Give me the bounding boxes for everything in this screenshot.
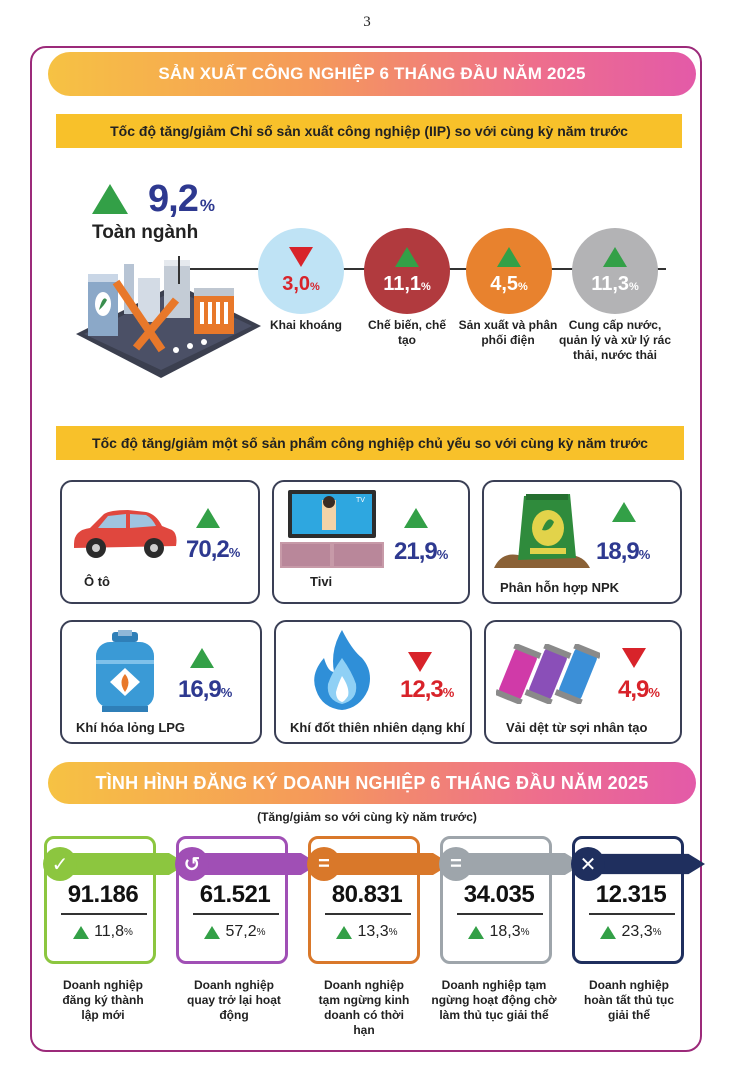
sector-label-mining: Khai khoáng (269, 318, 342, 332)
sector-label-manufacturing: Chế biến, chế tạo (367, 318, 447, 347)
close-icon: ✕ (571, 847, 605, 881)
sector-circle-mining: 3,0% (258, 228, 344, 314)
registration-change: 23,3 % (575, 923, 687, 941)
sector-circle-manufacturing: 11,1% (364, 228, 450, 314)
gas-cylinder-icon (92, 630, 158, 714)
product-name: Tivi (310, 574, 333, 589)
down-arrow-icon (622, 648, 646, 668)
registration-label-dissolved: Doanh nghiệp hoàn tất thủ tục giải thể (584, 978, 674, 1022)
up-arrow-icon (395, 247, 419, 267)
product-card-fabric (484, 620, 682, 744)
up-arrow-icon (600, 926, 616, 939)
iip-heading: Tốc độ tăng/giảm Chỉ số sản xuất công nghiệp (IIP) so với cùng kỳ năm trước (56, 114, 682, 148)
up-arrow-icon (196, 508, 220, 528)
product-name: Khí hóa lỏng LPG (76, 720, 186, 735)
check-icon: ✓ (43, 847, 77, 881)
arrow-banner-icon (465, 853, 583, 875)
product-card-npk (482, 480, 682, 604)
sector-circle-water: 11,3% (572, 228, 658, 314)
divider (61, 913, 147, 915)
down-arrow-icon (289, 247, 313, 267)
page-number: 3 (363, 14, 371, 30)
thread-spools-icon (496, 644, 600, 704)
product-value: 70,2% (186, 536, 240, 563)
registration-change: 13,3 % (311, 923, 423, 941)
registration-number: 91.186 (67, 881, 139, 908)
divider (325, 913, 411, 915)
divider (457, 913, 543, 915)
arrow-banner-icon (201, 853, 319, 875)
registration-change: 57,2 % (179, 923, 291, 941)
sector-label-electricity: Sản xuất và phân phối điện (458, 318, 558, 347)
registration-card-dissolved (572, 836, 684, 964)
product-card-tv (272, 480, 470, 604)
product-card-natural-gas (274, 620, 472, 744)
return-icon: ↺ (175, 847, 209, 881)
registration-card-new (44, 836, 156, 964)
product-value: 16,9% (178, 676, 232, 703)
up-arrow-icon (336, 926, 352, 939)
section2-title-banner (48, 762, 696, 804)
sector-label-water: Cung cấp nước, quản lý và xử lý rác thải, nước thải (558, 318, 672, 362)
iip-total-value: 9,2 % (148, 178, 214, 220)
up-arrow-icon (73, 926, 89, 939)
car-icon (68, 504, 180, 564)
product-value: 21,9% (394, 538, 448, 565)
up-arrow-icon (92, 184, 128, 214)
arrow-banner-icon (69, 853, 187, 875)
up-arrow-icon (404, 508, 428, 528)
product-name: Vải dệt từ sợi nhân tạo (506, 720, 648, 735)
registration-label-awaiting-dissolution: Doanh nghiệp tạm ngừng hoạt động chờ làm thủ tục giải thể (431, 978, 557, 1022)
registration-change: 18,3 % (443, 923, 555, 941)
registration-card-suspended (308, 836, 420, 964)
down-arrow-icon (408, 652, 432, 672)
product-value: 18,9% (596, 538, 650, 565)
arrow-banner-icon (333, 853, 451, 875)
product-name: Khí đốt thiên nhiên dạng khí (290, 720, 465, 735)
up-arrow-icon (468, 926, 484, 939)
tv-icon (278, 488, 386, 570)
registration-label-new: Doanh nghiệp đăng ký thành lập mới (62, 978, 144, 1022)
registration-change: 11,8 % (47, 923, 159, 941)
section1-title: SẢN XUẤT CÔNG NGHIỆP 6 THÁNG ĐẦU NĂM 2025 (158, 64, 586, 83)
divider (193, 913, 279, 915)
up-arrow-icon (190, 648, 214, 668)
pause-icon: = (307, 847, 341, 881)
product-name: Ô tô (84, 574, 110, 589)
up-arrow-icon (603, 247, 627, 267)
iip-total-label: Toàn ngành (92, 222, 199, 243)
registration-label-suspended: Doanh nghiệp tạm ngừng kinh doanh có thời hạn (318, 978, 410, 1037)
registration-card-returned (176, 836, 288, 964)
section1-title-banner (48, 52, 696, 96)
factory-icon (66, 254, 266, 384)
registration-number: 12.315 (595, 881, 667, 908)
up-arrow-icon (497, 247, 521, 267)
registration-label-returned: Doanh nghiệp quay trở lại hoạt động (187, 978, 281, 1022)
registration-number: 34.035 (463, 881, 535, 908)
product-value: 4,9% (618, 676, 659, 703)
sector-circle-electricity: 4,5% (466, 228, 552, 314)
pause-icon: = (439, 847, 473, 881)
product-card-lpg (60, 620, 262, 744)
registration-number: 80.831 (331, 881, 403, 908)
registration-card-awaiting-dissolution (440, 836, 552, 964)
product-card-car (60, 480, 260, 604)
svg-text:TV: TV (356, 497, 365, 504)
arrow-banner-icon (597, 853, 705, 875)
product-name: Phân hỗn hợp NPK (500, 580, 620, 595)
products-heading: Tốc độ tăng/giảm một số sản phẩm công nghiệp chủ yếu so với cùng kỳ năm trước (56, 426, 684, 460)
comparison-note: (Tăng/giảm so với cùng kỳ năm trước) (257, 810, 477, 824)
product-value: 12,3% (400, 676, 454, 703)
up-arrow-icon (204, 926, 220, 939)
flame-icon (308, 628, 376, 712)
divider (589, 913, 675, 915)
section2-title: TÌNH HÌNH ĐĂNG KÝ DOANH NGHIỆP 6 THÁNG ĐẦU NĂM 2025 (95, 772, 649, 793)
fertilizer-bag-icon (492, 492, 592, 570)
registration-number: 61.521 (199, 881, 271, 908)
up-arrow-icon (612, 502, 636, 522)
